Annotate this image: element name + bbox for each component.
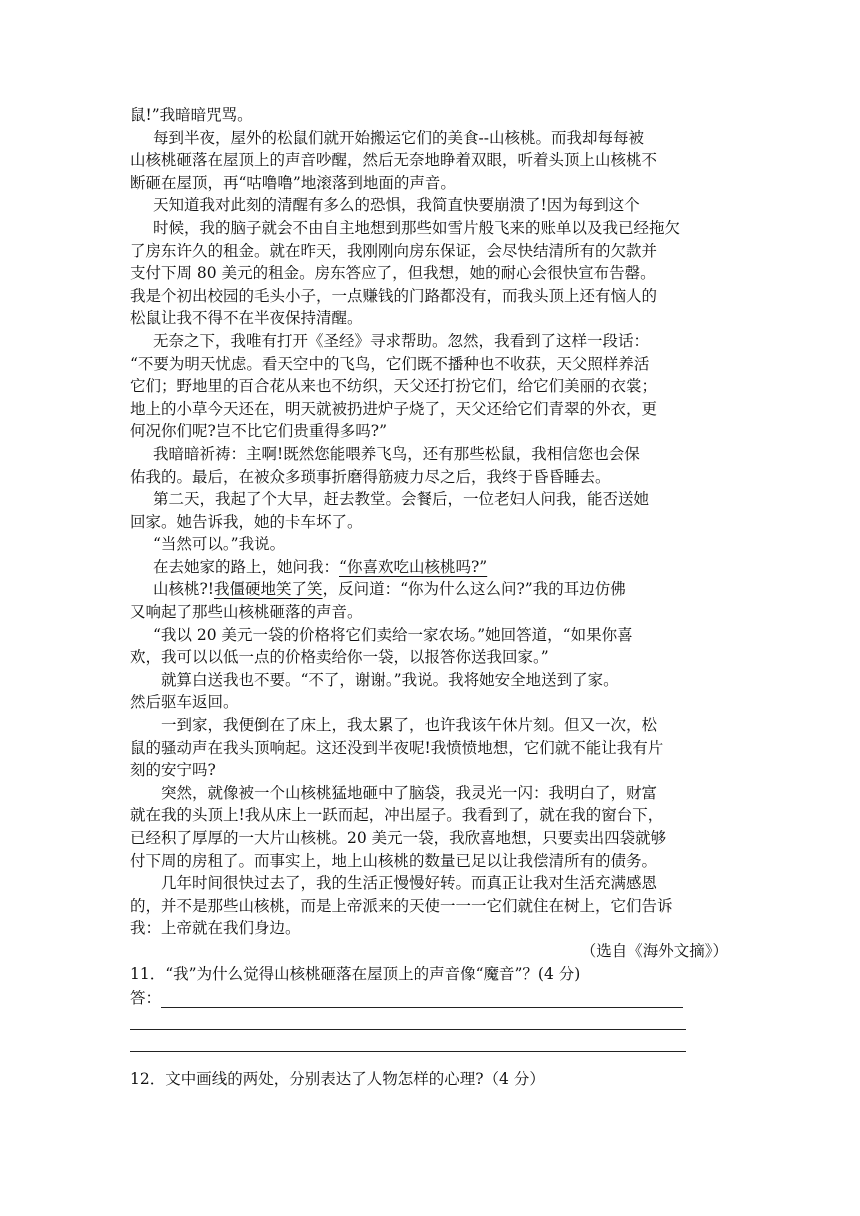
text-run: 几年时间很快过去了，我的生活正慢慢好转。而真正让我对生活充满感恩 <box>161 874 658 893</box>
passage-line <box>130 533 732 556</box>
answer-label: 答： <box>130 988 162 1007</box>
passage-line <box>130 556 732 579</box>
passage-line <box>130 240 732 263</box>
passage-line <box>130 917 732 940</box>
text-run: 松鼠让我不得不在半夜保持清醒。 <box>130 309 363 328</box>
passage-line <box>130 443 732 466</box>
text-run: 在去她家的路上，她问我： <box>153 557 340 576</box>
question-11: 11．“我”为什么觉得山核桃砸落在屋顶上的声音像“魔音”？(4 分) <box>130 964 581 983</box>
text-run: 付下周的房租了。而事实上，地上山核桃的数量已足以让我偿清所有的债务。 <box>130 851 658 870</box>
passage-line <box>130 398 732 421</box>
passage-line <box>130 895 732 918</box>
passage <box>130 104 732 940</box>
passage-line <box>130 737 732 760</box>
passage-line <box>130 827 732 850</box>
text-run: 已经积了厚厚的一大片山核桃。20 美元一袋，我欣喜地想，只要卖出四袋就够 <box>130 829 667 847</box>
text-run: 每到半夜，屋外的松鼠们就开始搬运它们的美食--山核桃。而我却每每被 <box>153 128 644 147</box>
text-run: 就算白送我也不要。“不了，谢谢。”我说。我将她安全地送到了家。 <box>161 670 619 689</box>
answer-line[interactable] <box>161 991 683 1008</box>
passage-line <box>130 759 732 782</box>
passage-line <box>130 601 732 624</box>
answer-line[interactable] <box>130 1008 686 1030</box>
text-run: 我暗暗祈祷：主啊!既然您能喂养飞鸟，还有那些松鼠，我相信您也会保 <box>153 444 640 463</box>
passage-line <box>130 669 732 692</box>
text-run: 然后驱车返回。 <box>130 693 239 712</box>
passage-line <box>130 578 732 601</box>
text-run: 第二天，我起了个大早，赶去教堂。会餐后，一位老妇人问我，能否送她 <box>153 490 650 509</box>
passage-line <box>130 420 732 443</box>
passage-line <box>130 714 732 737</box>
passage-line <box>130 262 732 285</box>
passage-line <box>130 466 732 489</box>
text-run: 就在我的头顶上!我从床上一跃而起，冲出屋子。我看到了，就在我的窗台下， <box>130 806 664 825</box>
passage-line <box>130 330 732 353</box>
passage-line <box>130 488 732 511</box>
passage-line <box>130 149 732 172</box>
text-run: 一到家，我便倒在了床上，我太累了，也许我该午休片刻。但又一次，松 <box>161 716 658 735</box>
passage-line <box>130 872 732 895</box>
text-run: “当然可以。”我说。 <box>153 535 286 554</box>
underlined-text: “你喜欢吃山核桃吗?” <box>339 557 488 576</box>
passage-line <box>130 511 732 534</box>
text-run: 断砸在屋顶，再“咕噜噜”地滚落到地面的声音。 <box>130 173 456 192</box>
passage-line <box>130 804 732 827</box>
text-run: 突然，就像被一个山核桃猛地砸中了脑袋，我灵光一闪：我明白了，财富 <box>161 783 658 802</box>
text-run: 鼠的骚动声在我头顶响起。这还没到半夜呢!我愤愤地想，它们就不能让我有片 <box>130 738 664 757</box>
passage-line <box>130 307 732 330</box>
text-run: 回家。她告诉我，她的卡车坏了。 <box>130 512 363 531</box>
passage-line <box>130 172 732 195</box>
answer-row-11 <box>130 985 732 1008</box>
text-run: 何况你们呢?岂不比它们贵重得多吗?” <box>130 422 388 441</box>
passage-line <box>130 104 732 127</box>
text-run: 又响起了那些山核桃砸落的声音。 <box>130 603 363 622</box>
passage-line <box>130 194 732 217</box>
text-run: 无奈之下，我唯有打开《圣经》寻求帮助。忽然，我看到了这样一段话： <box>153 331 650 350</box>
text-run: 刻的安宁吗? <box>130 761 216 780</box>
text-run: 山核桃砸落在屋顶上的声音吵醒，然后无奈地睁着双眼，听着头顶上山核桃不 <box>130 151 658 170</box>
text-run: ，反问道：“你为什么这么问?”我的耳边仿佛 <box>322 580 626 599</box>
question-12: 12．文中画线的两处，分别表达了人物怎样的心理?（4 分） <box>130 1069 545 1088</box>
passage-line <box>130 646 732 669</box>
passage-line <box>130 217 732 240</box>
text-run: “我以 20 美元一袋的价格将它们卖给一家农场。”她回答道，“如果你喜 <box>153 625 633 644</box>
text-run: 山核桃?! <box>153 580 215 599</box>
text-run: 我：上帝就在我们身边。 <box>130 919 301 938</box>
passage-line <box>130 375 732 398</box>
underlined-text: 我僵硬地笑了笑 <box>214 580 323 599</box>
passage-line <box>130 285 732 308</box>
text-run: 的，并不是那些山核桃，而是上帝派来的天使一一一它们就住在树上，它们告诉 <box>130 896 673 915</box>
passage-line <box>130 127 732 150</box>
answer-line[interactable] <box>130 1030 686 1052</box>
text-run: 鼠!”我暗暗咒骂。 <box>130 106 253 124</box>
text-run: “不要为明天忧虑。看天空中的飞鸟，它们既不播种也不收获，天父照样养活 <box>130 354 650 373</box>
text-run: 它们；野地里的百合花从来也不纺织，天父还打扮它们，给它们美丽的衣裳； <box>130 377 658 396</box>
text-run: 时候，我的脑子就会不由自主地想到那些如雪片般飞来的账单以及我已经拖欠 <box>153 218 681 237</box>
document-page <box>130 104 732 1090</box>
passage-line <box>130 691 732 714</box>
source-citation: （选自《海外文摘》） <box>580 941 728 960</box>
text-run: 支付下周 80 美元的租金。房东答应了，但我想，她的耐心会很快宣布告罄。 <box>130 264 656 283</box>
text-run: 地上的小草今天还在，明天就被扔进炉子烧了，天父还给它们青翠的外衣，更 <box>130 399 658 418</box>
text-run: 欢，我可以以低一点的价格卖给你一袋，以报答你送我回家。” <box>130 648 549 667</box>
text-run: 我是个初出校园的毛头小子，一点赚钱的门路都没有，而我头顶上还有恼人的 <box>130 286 658 305</box>
passage-line <box>130 353 732 376</box>
text-run: 了房东许久的租金。就在昨天，我刚刚向房东保证，会尽快结清所有的欠款并 <box>130 241 658 260</box>
passage-line <box>130 782 732 805</box>
text-run: 天知道我对此刻的清醒有多么的恐惧，我简直快要崩溃了!因为每到这个 <box>153 196 640 215</box>
passage-line <box>130 624 732 647</box>
passage-line <box>130 850 732 873</box>
text-run: 佑我的。最后，在被众多琐事折磨得筋疲力尽之后，我终于昏昏睡去。 <box>130 467 611 486</box>
